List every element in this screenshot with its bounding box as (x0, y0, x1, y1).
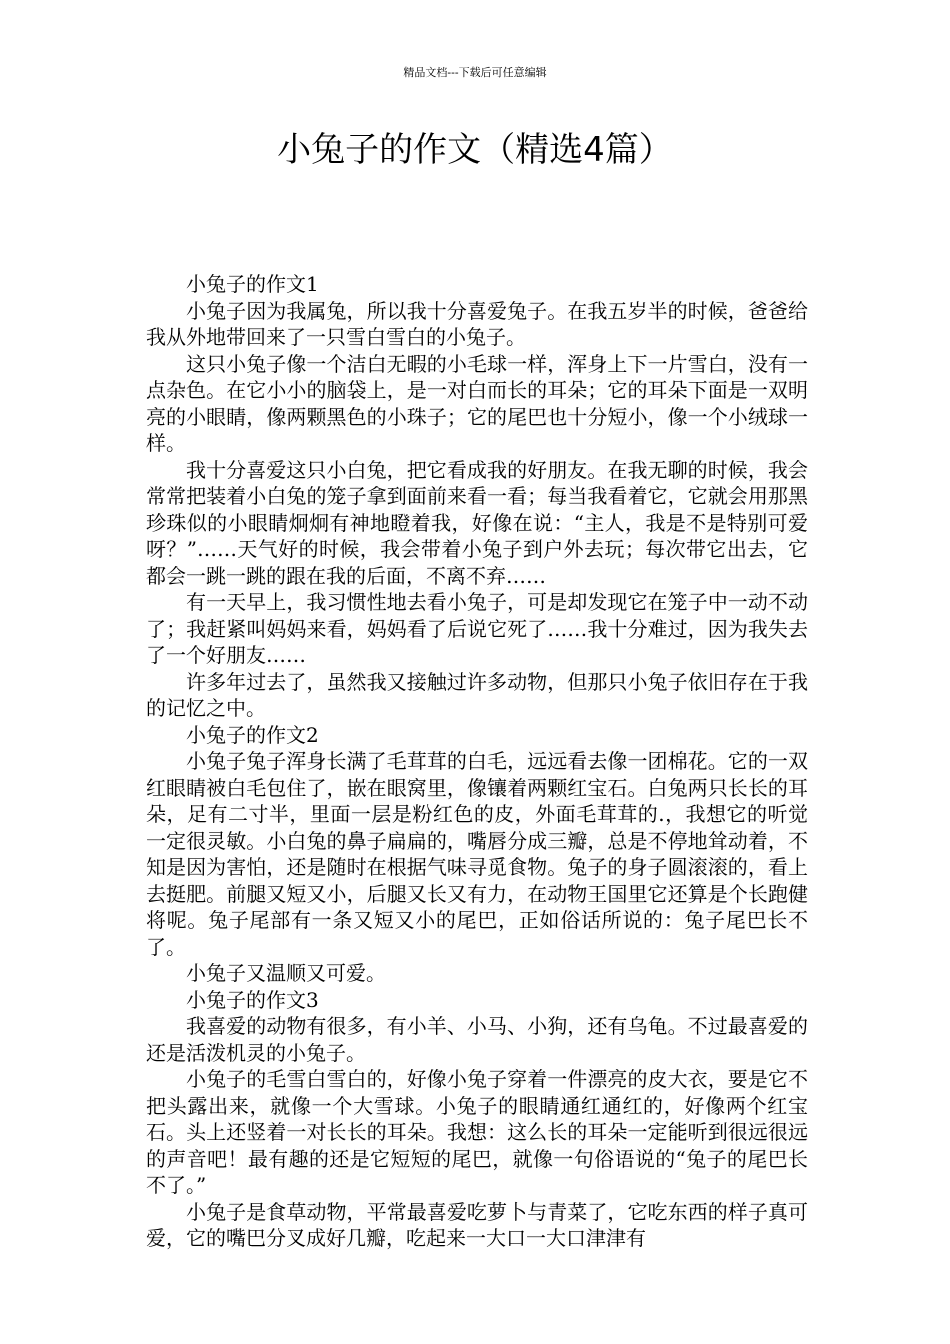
paragraph: 这只小兔子像一个洁白无暇的小毛球一样，浑身上下一片雪白，没有一点杂色。在它小小的脑袋上，是一对白而长的耳朵；它的耳朵下面是一双明亮的小眼睛，像两颗黑色的小珠子；它的尾巴也十分短小，像一个小绒球一样。 (146, 351, 808, 455)
paragraph: 小兔子的作文3 (186, 987, 319, 1012)
paragraph: 我十分喜爱这只小白兔，把它看成我的好朋友。在我无聊的时候，我会常常把装着小白兔的笼子拿到面前来看一看；每当我看着它，它就会用那黑珍珠似的小眼睛炯炯有神地瞪着我，好像在说：“主人，我是不是特别可爱呀？”……天气好的时候，我会带着小兔子到户外去玩；每次带它出去，它都会一跳一跳的跟在我的后面，不离不弃…… (146, 457, 808, 588)
paragraph: 小兔子又温顺又可爱。 (186, 961, 386, 985)
paragraph: 我喜爱的动物有很多，有小羊、小马、小狗，还有乌龟。不过最喜爱的还是活泼机灵的小兔子。 (146, 1014, 808, 1065)
paragraph: 小兔子是食草动物，平常最喜爱吃萝卜与青菜了，它吃东西的样子真可爱，它的嘴巴分叉成好几瓣，吃起来一大口一大口津津有 (146, 1199, 808, 1250)
paragraph: 小兔子因为我属兔，所以我十分喜爱兔子。在我五岁半的时候，爸爸给我从外地带回来了一只雪白雪白的小兔子。 (146, 298, 808, 349)
document-body (146, 271, 808, 1252)
header-note: 精品文档---下载后可任意编辑 (403, 66, 547, 79)
paragraph: 小兔子兔子浑身长满了毛茸茸的白毛，远远看去像一团棉花。它的一双红眼睛被白毛包住了，嵌在眼窝里，像镶着两颗红宝石。白兔两只长长的耳朵，足有二寸半，里面一层是粉红色的皮，外面毛茸茸的.，我想它的听觉一定很灵敏。小白兔的鼻子扁扁的，嘴唇分成三瓣，总是不停地耸动着，不知是因为害怕，还是随时在根据气味寻觅食物。兔子的身子圆滚滚的，看上去挺肥。前腿又短又小，后腿又长又有力，在动物王国里它还算是个长跑健将呢。兔子尾部有一条又短又小的尾巴，正如俗话所说的：兔子尾巴长不了。 (146, 749, 808, 959)
paragraph: 小兔子的作文1 (186, 272, 319, 296)
paragraph: 小兔子的毛雪白雪白的，好像小兔子穿着一件漂亮的皮大衣，要是它不把头露出来，就像一个大雪球。小兔子的眼睛通红通红的，好像两个红宝石。头上还竖着一对长长的耳朵。我想：这么长的耳朵一定能听到很远很远的声音吧！最有趣的还是它短短的尾巴，就像一句俗语说的“兔子的尾巴长不了。” (146, 1067, 808, 1197)
document-title: 小兔子的作文（精选4篇） (277, 130, 673, 170)
paragraph: 小兔子的作文2 (186, 722, 319, 747)
paragraph: 许多年过去了，虽然我又接触过许多动物，但那只小兔子依旧存在于我的记忆之中。 (146, 669, 808, 720)
paragraph: 有一天早上，我习惯性地去看小兔子，可是却发现它在笼子中一动不动了；我赶紧叫妈妈来看，妈妈看了后说它死了……我十分难过，因为我失去了一个好朋友…… (146, 590, 808, 667)
